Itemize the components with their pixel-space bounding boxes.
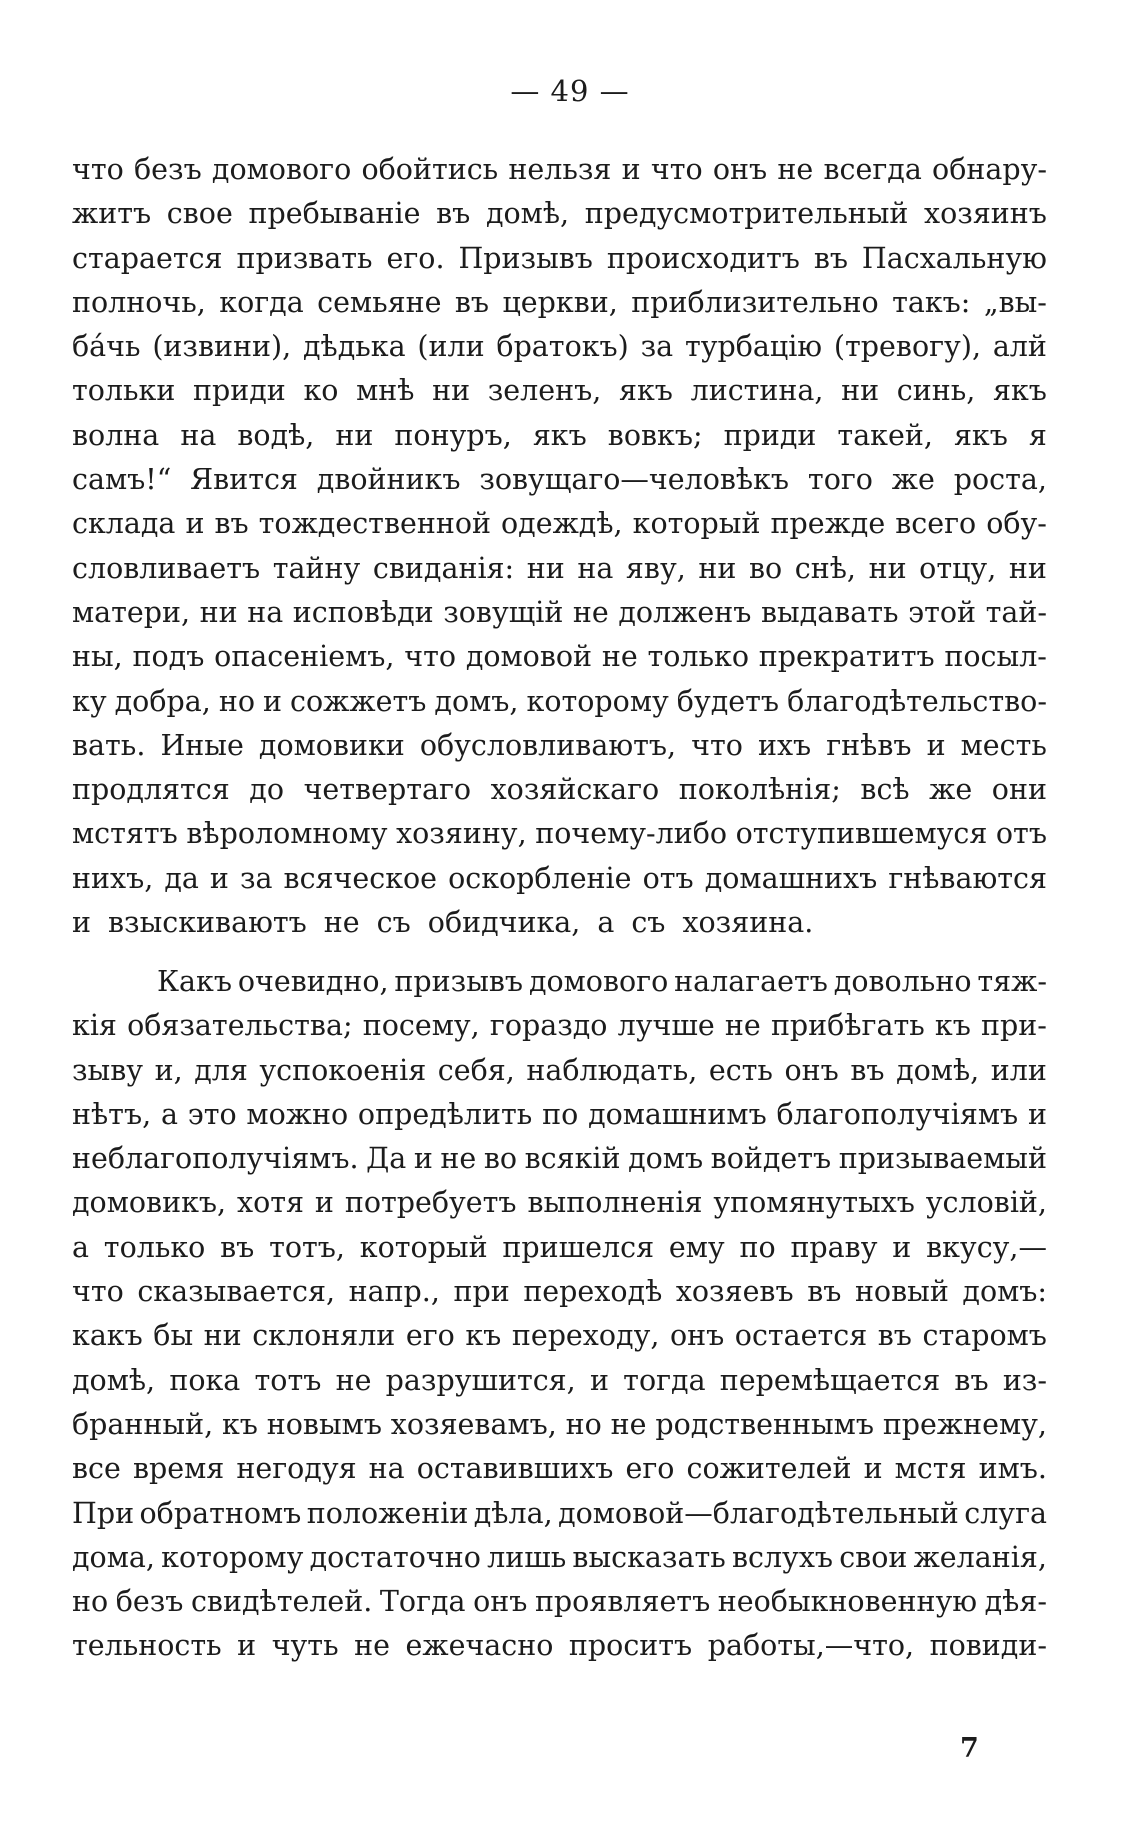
text-line: житъ свое пребываніе въ домѣ, предусмотрительный хозяинъ [72, 197, 1047, 231]
paragraph-2 [72, 960, 1047, 1669]
text-line: кія обязательства; посему, гораздо лучше не прибѣгать къ при- [72, 1009, 1047, 1043]
text-line: вать. Иные домовики обусловливаютъ, что ихъ гнѣвъ и месть [72, 728, 1047, 762]
text-line: неблагополучіямъ. Да и не во всякій домъ войдетъ призываемый [72, 1142, 1047, 1176]
text-line: домовикъ, хотя и потребуетъ выполненія упомянутыхъ условій, [72, 1186, 1047, 1220]
text-line: тельность и чуть не ежечасно проситъ работы,—что, повиди- [72, 1629, 1047, 1663]
text-line: самъ!“ Явится двойникъ зовущаго—человѣкъ того же роста, [72, 463, 1047, 497]
text-line: нихъ, да и за всяческое оскорбленіе отъ домашнихъ гнѣваются [72, 861, 1047, 895]
text-line: ны, подъ опасеніемъ, что домовой не только прекратитъ посыл- [72, 640, 1047, 674]
text-line: все время негодуя на оставившихъ его сожителей и мстя имъ. [72, 1452, 1047, 1486]
text-line: какъ бы ни склоняли его къ переходу, онъ остается въ старомъ [72, 1319, 1047, 1353]
text-line: При обратномъ положеніи дѣла, домовой—благодѣтельный слуга [72, 1496, 1047, 1530]
paragraph-1 [72, 148, 1047, 945]
text-line: Какъ очевидно, призывъ домового налагаетъ довольно тяж- [157, 965, 1047, 998]
text-line: бáчь (извини), дѣдька (или братокъ) за турбацію (тревогу), алй [72, 330, 1047, 364]
text-line: склада и въ тождественной одеждѣ, который прежде всего обу- [72, 507, 1047, 541]
text-line: старается призвать его. Призывъ происходитъ въ Пасхальную [72, 241, 1047, 275]
text-line: мстятъ вѣроломному хозяину, почему-либо отступившемуся отъ [72, 817, 1047, 851]
text-line: продлятся до четвертаго хозяйскаго поколѣнія; всѣ же они [72, 773, 1047, 807]
text-line: матери, ни на исповѣди зовущій не долженъ выдавать этой тай- [72, 595, 1047, 629]
text-line: но безъ свидѣтелей. Тогда онъ проявляетъ необыкновенную дѣя- [72, 1585, 1047, 1619]
text-line: волна на водѣ, ни понуръ, якъ вовкъ; приди такей, якъ я [72, 418, 1047, 452]
text-line: бранный, къ новымъ хозяевамъ, но не родственнымъ прежнему, [72, 1407, 1047, 1441]
text-line: дома, которому достаточно лишь высказать вслухъ свои желанія, [72, 1540, 1047, 1574]
text-line: а только въ тотъ, который пришелся ему по праву и вкусу,— [72, 1230, 1047, 1264]
text-line: домѣ, пока тотъ не разрушится, и тогда перемѣщается въ из- [72, 1363, 1047, 1397]
page-number: — 49 — [510, 74, 630, 108]
text-line: словливаетъ тайну свиданія: ни на яву, ни во снѣ, ни отцу, ни [72, 551, 1047, 585]
text-line: что безъ домового обойтись нельзя и что онъ не всегда обнару- [72, 153, 1047, 186]
text-line: ку добра, но и сожжетъ домъ, которому будетъ благодѣтельство- [72, 684, 1047, 718]
text-line: зыву и, для успокоенія себя, наблюдать, есть онъ въ домѣ, или [72, 1053, 1047, 1087]
text-line: полночь, когда семьяне въ церкви, приблизительно такъ: „вы- [72, 285, 1047, 319]
text-line: и взыскиваютъ не съ обидчика, а съ хозяина. [72, 906, 814, 940]
text-line: нѣтъ, а это можно опредѣлить по домашнимъ благополучіямъ и [72, 1097, 1047, 1131]
text-line: что сказывается, напр., при переходѣ хозяевъ въ новый домъ: [72, 1275, 1047, 1309]
text-line: тольки приди ко мнѣ ни зеленъ, якъ листина, ни синь, якъ [72, 374, 1047, 408]
signature-mark: 7 [960, 1733, 979, 1764]
